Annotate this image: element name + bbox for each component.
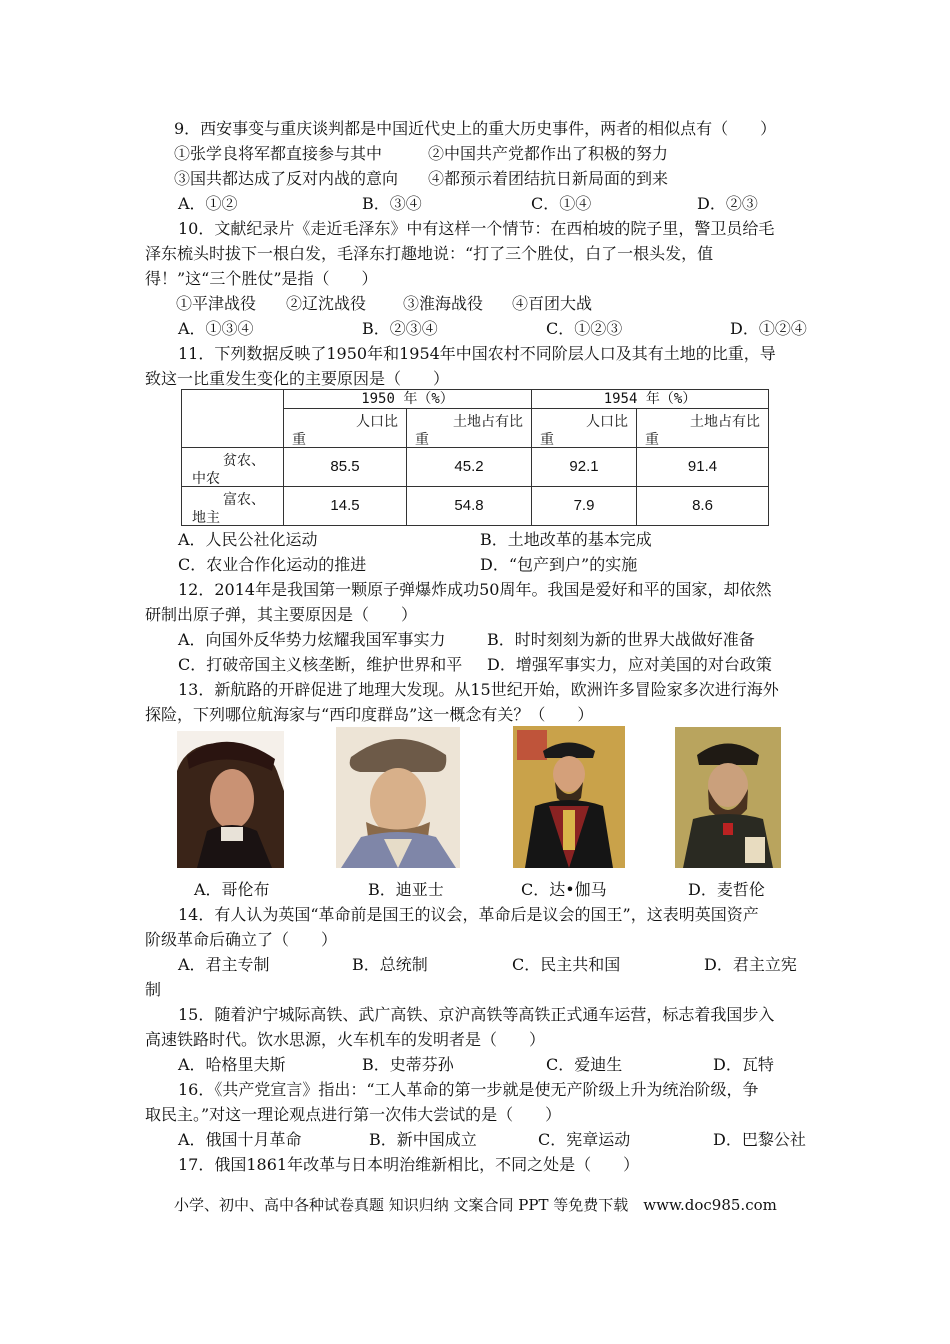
q13-option-d: D．麦哲伦 — [688, 880, 765, 899]
q13-line2: 探险，下列哪位航海家与“西印度群岛”这一概念有关？（ ） — [145, 705, 594, 724]
q11-option-a: A．人民公社化运动 — [178, 530, 318, 549]
q9-option-d: D．②③ — [697, 194, 758, 213]
portrait-magellan — [675, 727, 781, 868]
q11-line2: 致这一比重发生变化的主要原因是（ ） — [145, 369, 450, 388]
q9-option-a: A．①② — [178, 194, 238, 213]
q10-item3: ③淮海战役 — [403, 294, 484, 313]
header-pop-suffix: 重 — [292, 432, 306, 448]
land-ratio-table — [181, 389, 769, 526]
q11-option-b: B．土地改革的基本完成 — [480, 530, 652, 549]
q14-line2: 阶级革命后确立了（ ） — [145, 930, 338, 949]
table-year-1954: 1954 年（%） — [532, 390, 769, 409]
q10-option-a: A．①③④ — [178, 319, 254, 338]
q13-option-a: A．哥伦布 — [194, 880, 270, 899]
q9-item3: ③国共都达成了反对内战的意向 — [174, 169, 399, 188]
q12-option-a: A．向国外反华势力炫耀我国军事实力 — [178, 630, 446, 649]
q14-option-c: C．民主共和国 — [512, 955, 621, 974]
table-row — [182, 487, 769, 526]
portrait-dias — [336, 727, 460, 868]
q12-line2: 研制出原子弹，其主要原因是（ ） — [145, 605, 418, 624]
q10-line3: 得！”这“三个胜仗”是指（ ） — [145, 269, 378, 288]
q10-option-b: B．②③④ — [362, 319, 438, 338]
portrait-columbus — [177, 731, 284, 868]
q15-option-a: A．哈格里夫斯 — [178, 1055, 286, 1074]
q9-item1: ①张学良将军都直接参与其中 — [174, 144, 383, 163]
row-label-line1: 贫农、 — [223, 453, 265, 469]
table-cell: 91.4 — [637, 448, 769, 487]
q15-line2: 高速铁路时代。饮水思源，火车机车的发明者是（ ） — [145, 1030, 546, 1049]
q17-line1: 17．俄国1861年改革与日本明治维新相比，不同之处是（ ） — [178, 1155, 640, 1174]
q13-line1: 13．新航路的开辟促进了地理大发现。从15世纪开始，欧洲许多冒险家多次进行海外 — [178, 680, 779, 699]
row-label-rich-landlord — [182, 487, 284, 526]
header-land-suffix: 重 — [415, 432, 429, 448]
q10-item4: ④百团大战 — [512, 294, 593, 313]
header-land-label: 土地占有比 — [453, 414, 523, 430]
q16-line2: 取民主。”对这一理论观点进行第一次伟大尝试的是（ ） — [145, 1105, 562, 1124]
q14-line1: 14．有人认为英国“革命前是国王的议会，革命后是议会的国王”，这表明英国资产 — [178, 905, 759, 924]
q9-item4: ④都预示着团结抗日新局面的到来 — [428, 169, 669, 188]
table-cell: 7.9 — [532, 487, 637, 526]
row-label-line2: 中农 — [192, 471, 220, 487]
header-pop-suffix: 重 — [540, 432, 554, 448]
table-cell: 45.2 — [407, 448, 532, 487]
header-pop-label: 人口比 — [586, 414, 628, 430]
table-cell: 54.8 — [407, 487, 532, 526]
q9-item2: ②中国共产党都作出了积极的努力 — [428, 144, 669, 163]
q11-option-d: D．“包产到户”的实施 — [480, 555, 638, 574]
table-row — [182, 448, 769, 487]
q14-option-a: A．君主专制 — [178, 955, 270, 974]
q9-stem: 9．西安事变与重庆谈判都是中国近代史上的重大历史事件，两者的相似点有（ ） — [174, 119, 777, 138]
q12-line1: 12．2014年是我国第一颗原子弹爆炸成功50周年。我国是爱好和平的国家，却依然 — [178, 580, 772, 599]
table-header-pop-1950 — [284, 409, 407, 448]
q12-option-d: D．增强军事实力，应对美国的对台政策 — [487, 655, 772, 674]
table-header-land-1954 — [637, 409, 769, 448]
q10-option-c: C．①②③ — [546, 319, 623, 338]
q12-option-c: C．打破帝国主义核垄断，维护世界和平 — [178, 655, 463, 674]
q15-option-b: B．史蒂芬孙 — [362, 1055, 454, 1074]
table-cell: 92.1 — [532, 448, 637, 487]
table-header-pop-1954 — [532, 409, 637, 448]
q14-option-b: B．总统制 — [352, 955, 428, 974]
q13-option-c: C．达•伽马 — [521, 880, 607, 899]
q10-item1: ①平津战役 — [176, 294, 257, 313]
q11-line1: 11．下列数据反映了1950年和1954年中国农村不同阶层人口及其有土地的比重，导 — [178, 344, 776, 363]
table-cell: 85.5 — [284, 448, 407, 487]
q10-line2: 泽东梳头时拔下一根白发，毛泽东打趣地说：“打了三个胜仗，白了一根头发，值 — [145, 244, 714, 263]
q9-option-b: B．③④ — [362, 194, 422, 213]
q16-option-c: C．宪章运动 — [538, 1130, 631, 1149]
table-corner — [182, 390, 284, 448]
row-label-line1: 富农、 — [223, 492, 265, 508]
q10-item2: ②辽沈战役 — [286, 294, 367, 313]
header-land-suffix: 重 — [645, 432, 659, 448]
q16-option-b: B．新中国成立 — [369, 1130, 477, 1149]
q16-option-d: D．巴黎公社 — [713, 1130, 806, 1149]
q15-option-d: D．瓦特 — [713, 1055, 774, 1074]
header-pop-label: 人口比 — [356, 414, 398, 430]
table-header-land-1950 — [407, 409, 532, 448]
table-year-1950: 1950 年（%） — [284, 390, 532, 409]
q15-option-c: C．爱迪生 — [546, 1055, 623, 1074]
row-label-poor-middle — [182, 448, 284, 487]
q10-line1: 10．文献纪录片《走近毛泽东》中有这样一个情节：在西柏坡的院子里，警卫员给毛 — [178, 219, 775, 238]
page-footer: 小学、初中、高中各种试卷真题 知识归纳 文案合同 PPT 等免费下载 www.doc985.com — [174, 1196, 777, 1214]
portrait-da-gama — [513, 726, 625, 868]
q16-line1: 16．《共产党宣言》指出：“工人革命的第一步就是使无产阶级上升为统治阶级，争 — [178, 1080, 759, 1099]
row-label-line2: 地主 — [192, 510, 220, 526]
q14-option-d-wrap: 制 — [145, 980, 162, 999]
header-land-label: 土地占有比 — [690, 414, 760, 430]
q16-option-a: A．俄国十月革命 — [178, 1130, 302, 1149]
q13-option-b: B．迪亚士 — [368, 880, 444, 899]
table-cell: 14.5 — [284, 487, 407, 526]
q12-option-b: B．时时刻刻为新的世界大战做好准备 — [487, 630, 755, 649]
q9-option-c: C．①④ — [531, 194, 592, 213]
q15-line1: 15．随着沪宁城际高铁、武广高铁、京沪高铁等高铁正式通车运营，标志着我国步入 — [178, 1005, 775, 1024]
q14-option-d: D．君主立宪 — [704, 955, 797, 974]
q10-option-d: D．①②④ — [730, 319, 807, 338]
table-cell: 8.6 — [637, 487, 769, 526]
q11-option-c: C．农业合作化运动的推进 — [178, 555, 367, 574]
